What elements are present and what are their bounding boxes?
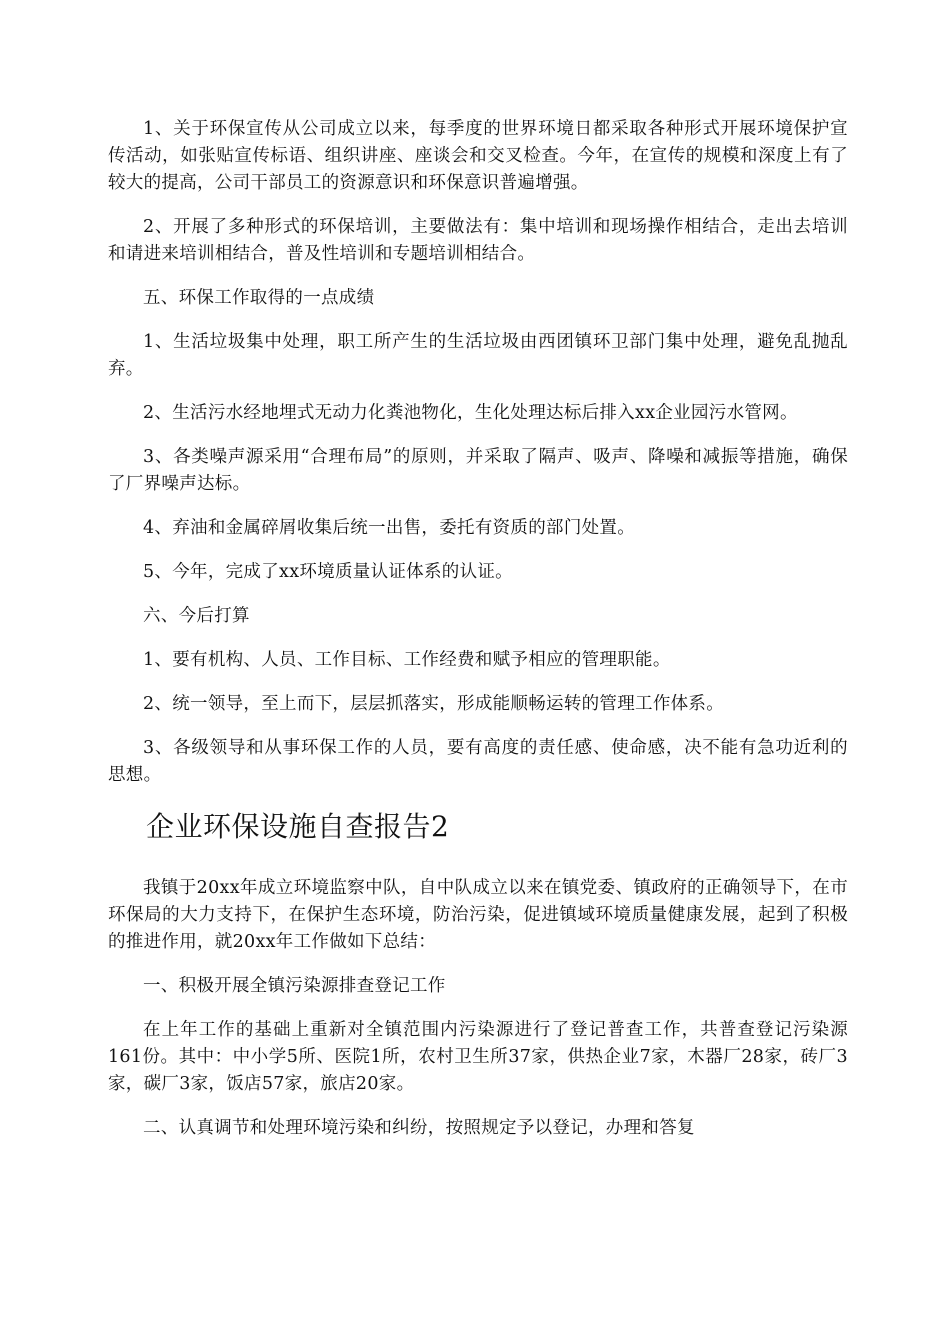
report-title: 企业环保设施自查报告2 [146,810,450,843]
paragraph-noise: 3、各类噪声源采用“合理布局”的原则，并采取了隔声、吸声、降噪和减振等措施，确保了厂界噪声达标。 [108,447,848,494]
document-page [108,116,848,1159]
paragraph-leadership: 2、统一领导，至上而下，层层抓落实，形成能顺畅运转的管理工作体系。 [143,694,725,714]
section-heading-disputes: 二、认真调节和处理环境污染和纠纷，按照规定予以登记，办理和答复 [143,1118,695,1138]
paragraph-sewage: 2、生活污水经地埋式无动力化粪池物化，生化处理达标后排入xx企业园污水管网。 [143,403,798,423]
section-heading-plans: 六、今后打算 [143,606,250,626]
paragraph-organization: 1、要有机构、人员、工作目标、工作经费和赋予相应的管理职能。 [143,650,671,670]
paragraph-survey-details: 在上年工作的基础上重新对全镇范围内污染源进行了登记普查工作，共普查登记污染源161份。其中：中小学5所、医院1所，农村卫生所37家，供热企业7家，木器厂28家，砖厂3家，碳厂3家，饭店57家，旅店20家。 [108,1020,848,1094]
paragraph-waste-oil: 4、弃油和金属碎屑收集后统一出售，委托有资质的部门处置。 [143,518,636,538]
paragraph-training: 2、开展了多种形式的环保培训，主要做法有：集中培训和现场操作相结合，走出去培训和请进来培训相结合，普及性培训和专题培训相结合。 [108,217,848,264]
paragraph-certification: 5、今年，完成了xx环境质量认证体系的认证。 [143,562,513,582]
paragraph-garbage: 1、生活垃圾集中处理，职工所产生的生活垃圾由西团镇环卫部门集中处理，避免乱抛乱弃。 [108,332,848,379]
paragraph-propaganda: 1、关于环保宣传从公司成立以来，每季度的世界环境日都采取各种形式开展环境保护宣传活动，如张贴宣传标语、组织讲座、座谈会和交叉检查。今年，在宣传的规模和深度上有了较大的提高，公司干部员工的资源意识和环保意识普遍增强。 [108,119,848,193]
paragraph-intro: 我镇于20xx年成立环境监察中队，自中队成立以来在镇党委、镇政府的正确领导下，在市环保局的大力支持下，在保护生态环境，防治污染，促进镇域环境质量健康发展，起到了积极的推进作用，就20xx年工作做如下总结： [108,878,848,952]
paragraph-responsibility: 3、各级领导和从事环保工作的人员，要有高度的责任感、使命感，决不能有急功近利的思想。 [108,738,848,785]
section-heading-achievements: 五、环保工作取得的一点成绩 [143,288,375,308]
section-heading-survey: 一、积极开展全镇污染源排查登记工作 [143,976,446,996]
